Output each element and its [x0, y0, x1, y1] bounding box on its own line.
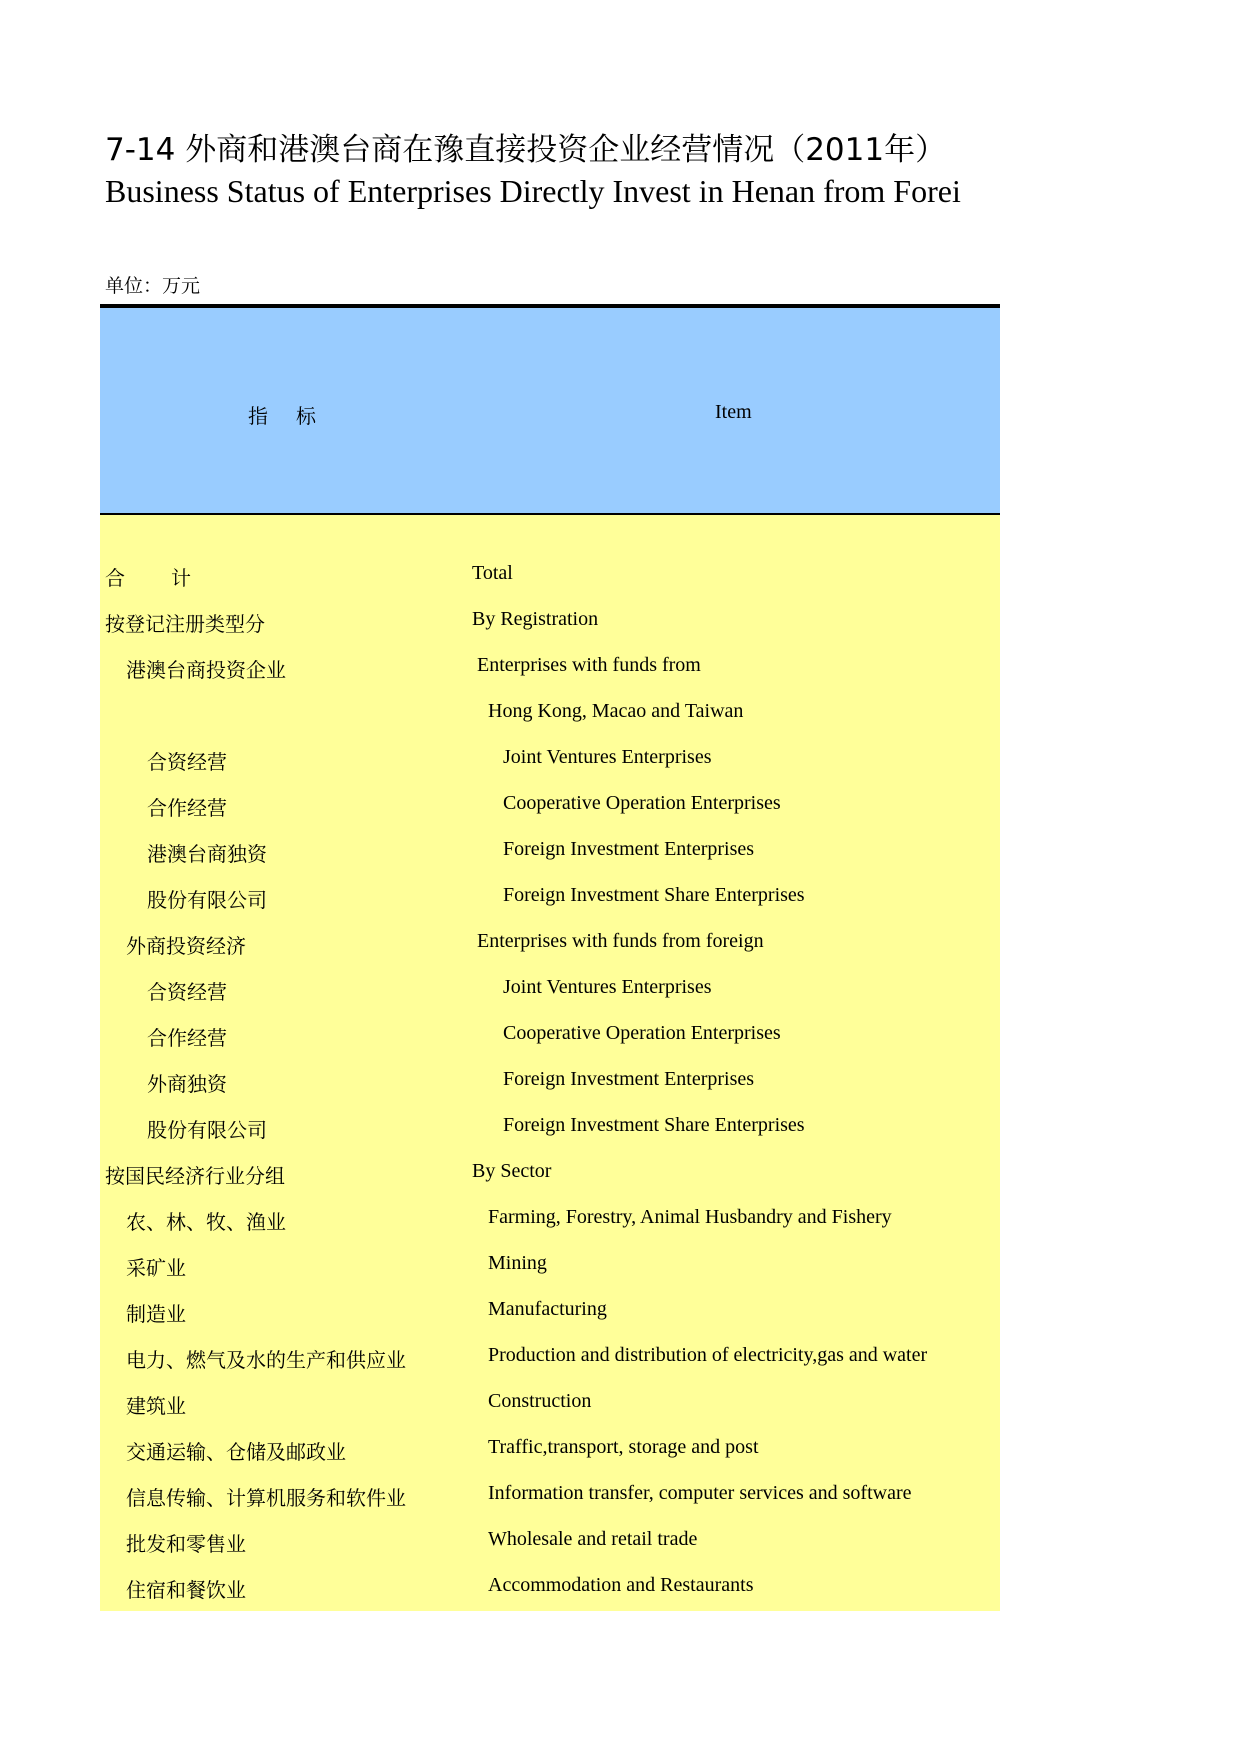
table-row: [100, 930, 1000, 976]
table-row: [100, 700, 1000, 746]
row-label-english: By Registration: [472, 608, 599, 630]
row-label-chinese: 采矿业: [126, 1256, 186, 1280]
row-label-chinese: 农、林、牧、渔业: [126, 1210, 286, 1234]
row-label-chinese: 按国民经济行业分组: [105, 1164, 285, 1188]
row-label-english: Foreign Investment Share Enterprises: [503, 1114, 805, 1136]
table-row: [100, 654, 1000, 700]
table-row: [100, 1482, 1000, 1528]
table-row: [100, 1298, 1000, 1344]
row-label-chinese: 按登记注册类型分: [105, 612, 265, 636]
header-item-chinese: 指标: [248, 404, 344, 428]
page-title-chinese: 7-14 外商和港澳台商在豫直接投资企业经营情况（2011年）: [105, 132, 947, 168]
row-label-english: Mining: [488, 1252, 547, 1274]
row-label-chinese: 建筑业: [126, 1394, 186, 1418]
row-label-chinese: 外商投资经济: [126, 934, 246, 958]
table-row: [100, 976, 1000, 1022]
row-label-english: Accommodation and Restaurants: [488, 1574, 754, 1596]
row-label-chinese: 港澳台商投资企业: [126, 658, 286, 682]
row-label-chinese: 制造业: [126, 1302, 186, 1326]
row-label-chinese: 合作经营: [147, 796, 227, 820]
row-label-english: Cooperative Operation Enterprises: [503, 792, 781, 814]
table-row: [100, 1206, 1000, 1252]
row-label-english: Foreign Investment Enterprises: [503, 1068, 755, 1090]
row-label-english: Foreign Investment Enterprises: [503, 838, 755, 860]
row-label-chinese: 港澳台商独资: [147, 842, 267, 866]
row-label-chinese: 信息传输、计算机服务和软件业: [126, 1486, 406, 1510]
row-label-english: Construction: [488, 1390, 592, 1412]
table-row: [100, 746, 1000, 792]
table-row: [100, 1022, 1000, 1068]
row-label-english: Enterprises with funds from foreign: [477, 930, 764, 952]
header-item-english: Item: [715, 401, 752, 423]
table-row: [100, 1252, 1000, 1298]
row-label-chinese: 合作经营: [147, 1026, 227, 1050]
row-label-chinese: 交通运输、仓储及邮政业: [126, 1440, 346, 1464]
row-label-english: Traffic,transport, storage and post: [488, 1436, 759, 1458]
page-title-english: Business Status of Enterprises Directly Invest in Henan from Forei: [105, 173, 961, 209]
table-row: [100, 1574, 1000, 1620]
table-row: [100, 884, 1000, 930]
row-label-english: Foreign Investment Share Enterprises: [503, 884, 805, 906]
row-label-chinese: 合 计: [105, 566, 193, 590]
row-label-english: Joint Ventures Enterprises: [503, 976, 712, 998]
table-row: [100, 1114, 1000, 1160]
table-row: [100, 1528, 1000, 1574]
row-label-english: Production and distribution of electricity,gas and water: [488, 1344, 928, 1366]
row-label-chinese: 住宿和餐饮业: [126, 1578, 246, 1602]
row-label-chinese: 合资经营: [147, 750, 227, 774]
row-label-english: Joint Ventures Enterprises: [503, 746, 712, 768]
table-row: [100, 1390, 1000, 1436]
row-label-chinese: 电力、燃气及水的生产和供应业: [126, 1348, 406, 1372]
table-row: [100, 562, 1000, 608]
table-row: [100, 792, 1000, 838]
table-row: [100, 1160, 1000, 1206]
row-label-english: Enterprises with funds from: [477, 654, 701, 676]
row-label-english: Manufacturing: [488, 1298, 607, 1320]
row-label-chinese: 股份有限公司: [147, 1118, 267, 1142]
row-label-english: By Sector: [472, 1160, 552, 1182]
row-label-english: Information transfer, computer services and software: [488, 1482, 912, 1504]
table-row: [100, 838, 1000, 884]
row-label-english: Hong Kong, Macao and Taiwan: [488, 700, 744, 722]
row-label-english: Farming, Forestry, Animal Husbandry and Fishery: [488, 1206, 892, 1228]
row-label-english: Total: [472, 562, 513, 584]
row-label-english: Cooperative Operation Enterprises: [503, 1022, 781, 1044]
table-body: [100, 515, 1000, 1611]
row-label-chinese: 外商独资: [147, 1072, 227, 1096]
table-header: [100, 308, 1000, 515]
row-label-chinese: 批发和零售业: [126, 1532, 246, 1556]
statistics-table: [100, 304, 1000, 1611]
row-label-english: Wholesale and retail trade: [488, 1528, 698, 1550]
row-label-chinese: 股份有限公司: [147, 888, 267, 912]
table-row: [100, 1344, 1000, 1390]
table-row: [100, 1068, 1000, 1114]
table-row: [100, 1436, 1000, 1482]
row-label-chinese: 合资经营: [147, 980, 227, 1004]
table-row: [100, 608, 1000, 654]
unit-label: 单位：万元: [105, 275, 201, 297]
